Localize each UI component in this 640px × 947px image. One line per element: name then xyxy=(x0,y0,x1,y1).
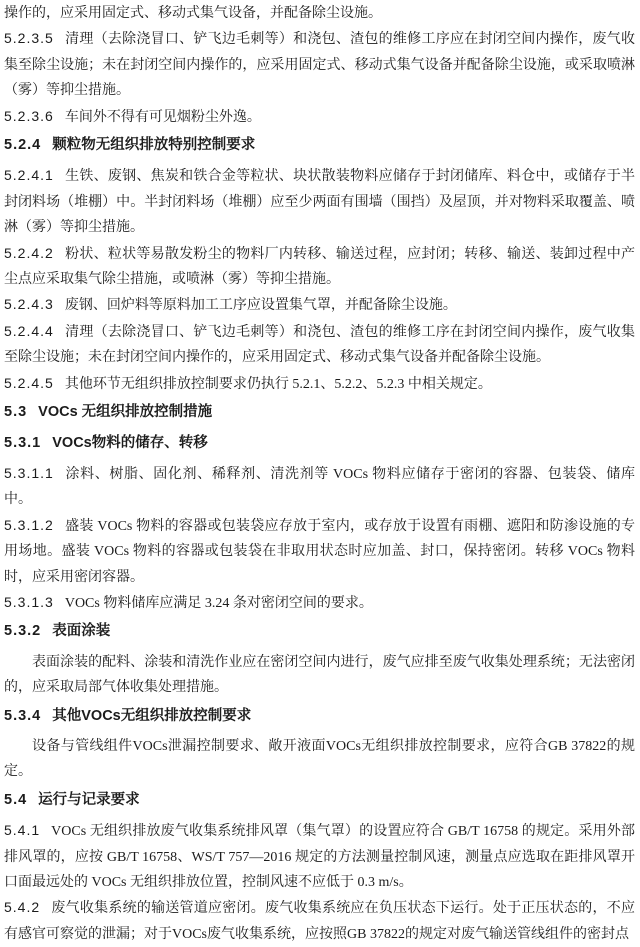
clause-number: 5.2.3.5 xyxy=(4,30,54,47)
clause-paragraph xyxy=(4,319,635,371)
paragraph-text: 生铁、废钢、焦炭和铁合金等粒状、块状散装物料应储存于封闭储库、料仓中，或储存于半封闭料场（堆棚）中。半封闭料场（堆棚）应至少两面有围墙（围挡）及屋顶，并对物料采取覆盖、喷淋（雾）等抑尘措施。 xyxy=(4,169,635,236)
clause-paragraph xyxy=(4,241,635,293)
section-heading xyxy=(4,133,635,158)
heading-text: 其他VOCs无组织排放控制要求 xyxy=(52,707,252,724)
paragraph-text: 表面涂装的配料、涂装和清洗作业应在密闭空间内进行，废气应排至废气收集处理系统；无法密闭的，应采取局部气体收集处理措施。 xyxy=(4,654,635,696)
clause-number: 5.2.4.4 xyxy=(4,322,54,339)
paragraph-text: 其他环节无组织排放控制要求仍执行 5.2.1、5.2.2、5.2.3 中相关规定。 xyxy=(64,376,492,392)
section-heading xyxy=(4,619,635,644)
clause-paragraph xyxy=(4,818,635,895)
clause-paragraph xyxy=(4,292,635,318)
section-number: 5.3.1 xyxy=(4,434,42,451)
heading-text: VOCs物料的储存、转移 xyxy=(52,434,208,451)
section-number: 5.2.4 xyxy=(4,137,42,154)
clause-paragraph xyxy=(4,163,635,240)
paragraph-text: 粉状、粒状等易散发粉尘的物料厂内转移、输送过程，应封闭；转移、输送、装卸过程中产尘点应采取集气除尘措施，或喷淋（雾）等抑尘措施。 xyxy=(4,246,635,288)
section-number: 5.3.4 xyxy=(4,707,42,724)
clause-number: 5.2.4.1 xyxy=(4,167,54,184)
paragraph-text: 设备与管线组件VOCs泄漏控制要求、敞开液面VOCs无组织排放控制要求，应符合GB 37822的规定。 xyxy=(4,738,635,780)
section-number: 5.3.2 xyxy=(4,623,42,640)
clause-number: 5.4.1 xyxy=(4,822,41,839)
clause-paragraph xyxy=(4,461,635,513)
clause-paragraph xyxy=(4,590,635,616)
section-heading xyxy=(4,431,635,456)
paragraph-text: 涂料、树脂、固化剂、稀释剂、清洗剂等 VOCs 物料应储存于密闭的容器、包装袋、储库中。 xyxy=(4,466,635,508)
section-number: 5.4 xyxy=(4,791,28,808)
clause-number: 5.3.1.3 xyxy=(4,593,54,610)
clause-number: 5.3.1.1 xyxy=(4,464,54,481)
clause-number: 5.2.4.5 xyxy=(4,374,54,391)
paragraph-text: VOCs 物料储库应满足 3.24 条对密闭空间的要求。 xyxy=(64,595,373,611)
paragraph-text: 车间外不得有可见烟粉尘外逸。 xyxy=(64,109,261,125)
clause-number: 5.2.4.2 xyxy=(4,244,54,261)
section-heading xyxy=(4,704,635,729)
section-heading xyxy=(4,400,635,425)
paragraph-text: 清理（去除浇冒口、铲飞边毛刺等）和浇包、渣包的维修工序应在封闭空间内操作，废气收集至除尘设施；未在封闭空间内操作的，应采用固定式、移动式集气设备并配备除尘设施，或采取喷淋（雾）等抑尘措施。 xyxy=(4,32,635,99)
clause-paragraph xyxy=(4,371,635,397)
clause-number: 5.4.2 xyxy=(4,899,41,916)
section-number: 5.3 xyxy=(4,404,28,421)
heading-text: 表面涂装 xyxy=(52,623,111,640)
clause-paragraph xyxy=(4,26,635,103)
body-paragraph xyxy=(4,734,635,785)
section-heading xyxy=(4,788,635,813)
clause-paragraph xyxy=(4,895,635,947)
heading-text: 运行与记录要求 xyxy=(38,791,140,808)
body-paragraph xyxy=(4,650,635,701)
paragraph-text: VOCs 无组织排放废气收集系统排风罩（集气罩）的设置应符合 GB/T 16758 的规定。采用外部排风罩的，应按 GB/T 16758、WS/T 757—2016 规定的方法测量控制风速，测量点应选取在距排风罩开口面最远处的 VOCs 无组织排放位置，控制风速不应低于 0.3 m/s。 xyxy=(4,824,635,890)
clause-paragraph xyxy=(4,513,635,590)
clause-number: 5.2.3.6 xyxy=(4,107,54,124)
heading-text: 颗粒物无组织排放特别控制要求 xyxy=(52,137,256,154)
clause-number: 5.2.4.3 xyxy=(4,296,54,313)
heading-text: VOCs 无组织排放控制措施 xyxy=(38,404,213,421)
body-paragraph xyxy=(4,1,635,26)
clause-paragraph xyxy=(4,104,635,130)
paragraph-text: 废气收集系统的输送管道应密闭。废气收集系统应在负压状态下运行。处于正压状态的，不应有感官可察觉的泄漏；对于VOCs废气收集系统，应按照GB 37822的规定对废气输送管线组件的密封点 xyxy=(4,901,635,942)
paragraph-text: 清理（去除浇冒口、铲飞边毛刺等）和浇包、渣包的维修工序在封闭空间内操作，废气收集至除尘设施；未在封闭空间内操作的，应采用固定式、移动式集气设备并配备除尘设施。 xyxy=(4,324,635,366)
paragraph-text: 废钢、回炉料等原料加工工序应设置集气罩，并配备除尘设施。 xyxy=(64,298,457,314)
paragraph-text: 操作的，应采用固定式、移动式集气设备，并配备除尘设施。 xyxy=(4,6,382,21)
paragraph-text: 盛装 VOCs 物料的容器或包装袋应存放于室内，或存放于设置有雨棚、遮阳和防渗设施的专用场地。盛装 VOCs 物料的容器或包装袋在非取用状态时应加盖、封口，保持密闭。转移 VOCs 物料时，应采用密闭容器。 xyxy=(4,518,635,585)
clause-number: 5.3.1.2 xyxy=(4,516,54,533)
